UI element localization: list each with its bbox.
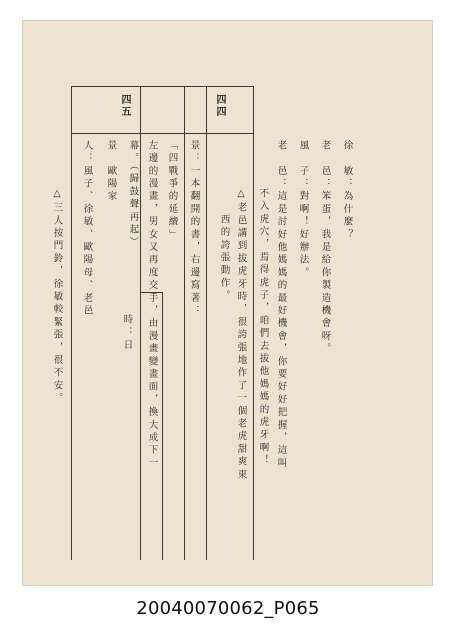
description-line: 幕。（歸鼓聲再起） [127,140,139,250]
book-title-line: 「四戰爭的延續」 [166,140,178,242]
top-rule [71,86,253,87]
dialogue-line: 徐 敏：為什麼？ [341,140,353,242]
scene-characters: 人：風子、徐敏、歐陽母、老邑 [81,140,93,318]
scene-line: 景：一本翻開的書，右邊寫著： [188,140,200,318]
scene-location: 景 歐陽家 [105,140,117,204]
time-cell-side [162,292,163,560]
scene-time: 時：日 [121,314,133,353]
header-rule [71,133,253,134]
archive-caption: 20040070062_P065 [136,598,320,619]
divider-3 [206,86,207,560]
action-line: △三人按門鈴，徐敏較緊張，很不安。 [51,188,63,406]
left-border [71,86,72,560]
right-border [253,86,254,560]
dialogue-line: 不入虎穴，焉得虎子，咱們去拔他媽媽的虎牙啊！ [257,188,269,468]
divider-1 [140,86,141,560]
divider-2 [184,86,185,560]
action-line: △老邑講到拔虎牙時，很誇張地作了一個老虎甜爽東 [235,188,247,482]
script-page [22,20,433,586]
dialogue-line: 老 邑：這是討好他媽媽的最好機會，你要好好把握，這叫 [275,140,287,471]
description-line: 左邊的漫畫，男女又再度交手，由漫畫變畫面，換大成下一 [146,140,158,471]
scene-number-44: 四四 [214,94,225,118]
dialogue-line: 老 邑：笨蛋，我是給你製造機會呀。 [319,140,331,356]
action-line: 西的誇張動作。 [218,214,230,303]
scene-number-45: 四五 [119,94,130,118]
dialogue-line: 風 子：對啊！好辦法。 [297,140,309,280]
